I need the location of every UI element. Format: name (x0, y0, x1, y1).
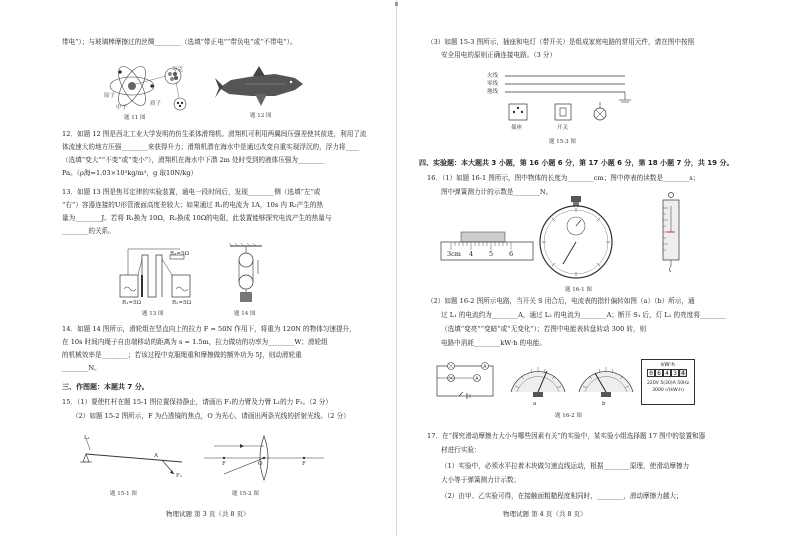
fig16-2-circuit (433, 360, 501, 402)
meter-spec-1: 220V 5(30)A 50Hz (646, 381, 690, 386)
q17-line-5: （2）由甲、乙实验可得，在接触面粗糙程度相同时，________，滑动摩擦力越大； (441, 492, 683, 500)
q12-line-1: 12．如题 12 图是西北工业大学发明的仿生柔体滑翔机。滑翔机可利用两翼间压强差使其前进，利用了流 (62, 130, 367, 138)
q17-line-3: （1）实验中，必须水平拉着木块做匀速直线运动，根据________原理，使滑动摩擦力 (441, 462, 690, 470)
fig11-label-0: 原子 (104, 93, 116, 99)
fig16-1-ruler (441, 232, 533, 266)
q16-2-line-2: 过 L₁ 的电流约为________A，通过 L₂ 的电流为________A；断开 S₁ 后，灯 L₁ 的亮度将________ (441, 311, 727, 319)
q13-line-3: 量为________J。若将 R₁换为 10Ω，R₂换成 10Ω的电阻，此装置能够探究电流产生的热量与 (62, 214, 332, 222)
q15-3-line-1: （3）如题 15-3 图所示，插座和电灯（带开关）是组成家庭电路的常用元件，请在图中按照 (427, 38, 695, 46)
q16-2-line-4: 电路中消耗________kW·h 的电能。 (441, 339, 546, 347)
page-4-footer: 物理试题 第 4 页（共 8 页） (503, 510, 587, 518)
q17-line-2: 材进行实验： (441, 446, 481, 454)
q16-2-line-1: （2）如题 16-2 图所示电路，当开关 S 闭合后，电流表的指针偏转如图（a）（b）所示，通 (427, 297, 695, 305)
meter-unit: kW·h (661, 362, 675, 368)
q14-line-3: 的机械效率是________；若该过程中克服绳重和摩擦做的额外功为 5J，则动滑轮重 (62, 351, 302, 359)
q15-3-line-2: 安全用电的原则正确连接电路。（3 分） (441, 51, 557, 59)
fig14-caption: 题 14 图 (234, 311, 256, 317)
wire-label-live: 火线 (487, 73, 499, 79)
fig12-glider-image (215, 66, 305, 111)
fig16-2-caption: 题 16-2 图 (555, 413, 582, 419)
q17-line-1: 17．在“探究滑动摩擦力大小与哪些因素有关”的实验中，某实验小组选择题 17 图中的装置和器 (427, 432, 706, 440)
q14-line-2: 在 10s 时间内绳子自由端移动的距离为 s = 1.5m，拉力做功的功率为________W；滑轮组 (62, 338, 328, 346)
q17-line-4: 大小等于弹簧测力计示数； (441, 476, 521, 484)
svg-text:A: A (475, 377, 479, 382)
fig11-label-1: 夸克 (172, 67, 184, 73)
wire-label-neutral: 零线 (487, 81, 499, 87)
q15-line-1: 15．（1）要使杠杆在题 15-1 图位置保持静止，请画出 F₁的力臂及力臂 L₁的力 F₂。（2 分） (62, 398, 333, 406)
fig15-3-household-circuit (505, 74, 637, 134)
q14-line-4: ________N。 (62, 364, 101, 372)
meter-label-b: b (602, 401, 606, 407)
intro-line: 带电”）；与玻璃棒摩擦过的丝绸________（选填“带正电”“带负电”或“不带电”）。 (62, 38, 297, 46)
q15-line-2: （2）如题 15-2 图所示，F 为凸透镜的焦点，O 为光心，请画出两条光线的折射光线。（2 分） (72, 412, 350, 420)
fig13-label-r3: R₃=5Ω (170, 251, 190, 257)
fig13-caption: 题 13 图 (142, 311, 164, 317)
q12-line-4: Pa。（ρ海=1.03×10³kg/m³，g 取10N/kg） (62, 169, 198, 177)
section-4-title: 四、实验题：本大题共 3 小题，第 16 小题 6 分，第 17 小题 6 分，第 18 小题 7 分，共 19 分。 (419, 159, 734, 167)
q13-line-4: ________的关系。 (62, 227, 115, 235)
q13-line-2: “右”）容器连接的U形管液面高度差较大；如果通过 R₁的电流为 1A，10s 内 R₂产生的热 (62, 201, 324, 209)
meter-digits (647, 369, 687, 377)
fig16-1-stopwatch (537, 196, 617, 280)
q12-line-3: （选填“变大”“不变”或“变小”），滑翔机在海水中下潜 2m 处时受到的液体压强为________ (62, 156, 325, 164)
q16-2-line-3: （选填“变亮”“变暗”或“无变化”）；若图中电能表转盘转动 300 转，则 (441, 325, 647, 333)
fig14-pulley-system (228, 244, 268, 306)
q13-line-1: 13．如题 13 图是焦耳定律的实验装置，通电一段时间后，发现________侧（选填“左”或 (62, 188, 321, 196)
fig15-2-caption: 题 15-2 图 (232, 491, 259, 497)
meter-digit: 0 (647, 369, 655, 377)
fig15-label-f-left: F (222, 461, 226, 467)
fig13-label-r1: R₁=5Ω (122, 300, 142, 306)
fig11-label-2: 质子 (150, 101, 162, 107)
fig16-2-ammeter-b (575, 362, 637, 402)
q16-1-line-1: 16．（1）如题 16-1 图所示，图中物体的长度为________cm；图中停表的读数是________s； (427, 174, 700, 182)
ruler-tick-6: 6 (509, 250, 514, 258)
switch-label: 开关 (557, 125, 569, 131)
meter-digit: 3 (671, 369, 679, 377)
fig15-label-l1: L₁ (84, 435, 90, 441)
ruler-tick-5: 5 (489, 250, 494, 258)
meter-digit: 4 (679, 369, 687, 377)
page-3-footer: 物理试题 第 3 页（共 8 页） (166, 510, 250, 518)
fig16-1-caption: 题 16-1 图 (565, 287, 592, 293)
ruler-tick-4: 4 (469, 250, 474, 258)
fig15-1-caption: 题 15-1 图 (110, 491, 137, 497)
page-4 (397, 0, 794, 536)
fig16-2-energy-meter (641, 359, 695, 405)
q12-line-2: 体流速大的地方压强________来获得升力；滑翔机潜在海水中是通过改变自重实现浮沉的，浮力将____ (62, 143, 359, 151)
fig15-label-o: O (258, 461, 263, 467)
socket-label: 插座 (511, 125, 523, 131)
wire-label-ground: 地线 (487, 89, 499, 95)
meter-label-a: a (533, 401, 537, 407)
fig15-label-a: A (154, 453, 158, 459)
fig15-label-f1: F₁ (176, 473, 183, 479)
q16-1-line-2: 图中弹簧测力计的示数是________N。 (441, 188, 553, 196)
meter-spec-2: 3000 r/(kW·h) (652, 388, 684, 393)
svg-text:A: A (483, 365, 487, 370)
fig16-2-ammeter-a (507, 362, 569, 402)
fig15-label-f-right: F (302, 461, 306, 467)
section-3-title: 三、作图题：本题共 7 分。 (62, 383, 149, 391)
q14-line-1: 14．如题 14 图所示，滑轮组在竖直向上的拉力 F = 50N 作用下，将重为 120N 的物体匀速提升， (62, 325, 356, 333)
fig15-2-lens (204, 434, 324, 482)
fig12-caption: 题 12 图 (250, 113, 272, 119)
fig11-label-3: 中子 (116, 105, 128, 111)
fig15-3-caption: 题 15-3 图 (549, 139, 576, 145)
fig11-caption: 题 11 图 (124, 115, 146, 121)
fig13-label-r2: R₂=5Ω (172, 300, 192, 306)
meter-digit: 4 (663, 369, 671, 377)
ruler-tick-3: 3cm (447, 250, 461, 258)
meter-digit: 6 (655, 369, 663, 377)
fig16-1-spring-scale (659, 192, 683, 276)
